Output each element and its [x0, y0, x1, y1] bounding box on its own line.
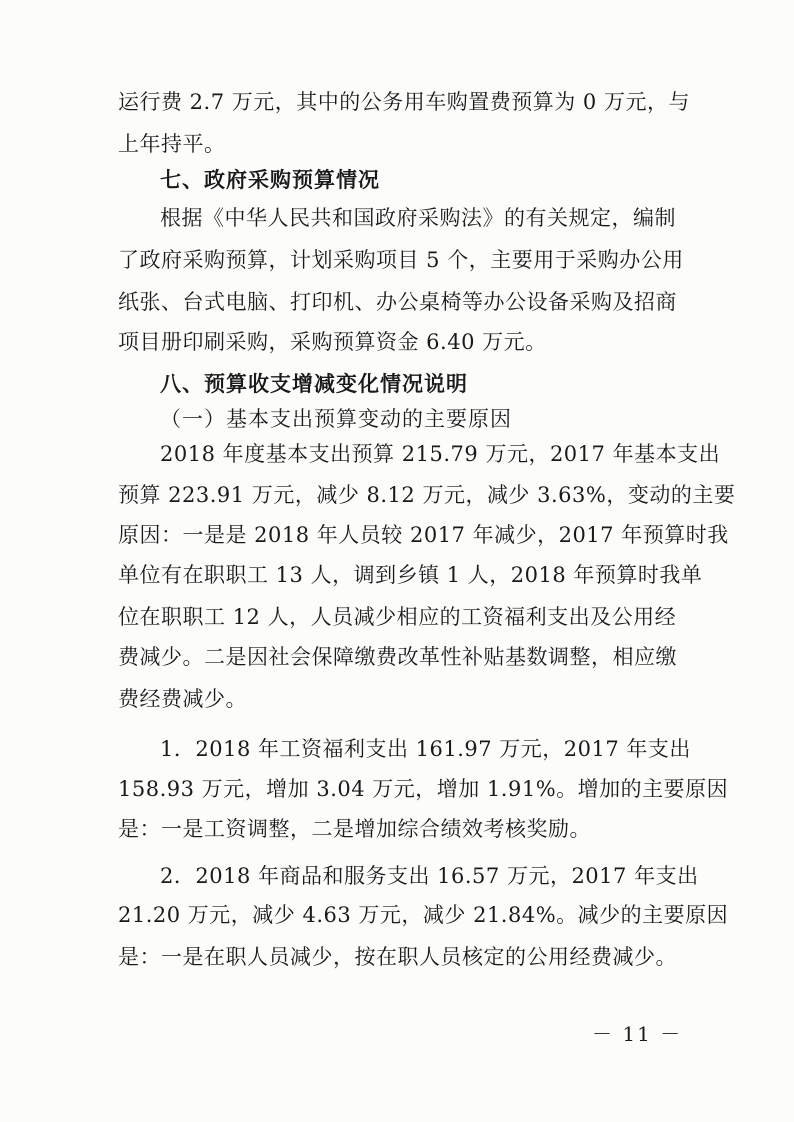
paragraph-line: 上年持平。 [118, 132, 226, 156]
paragraph-line: 原因：一是是 2018 年人员较 2017 年减少，2017 年预算时我 [118, 523, 729, 547]
paragraph-line: 21.20 万元，减少 4.63 万元，减少 21.84%。减少的主要原因 [118, 903, 729, 927]
paragraph-line: 是：一是工资调整，二是增加综合绩效考核奖励。 [118, 817, 591, 841]
paragraph-line: 2018 年度基本支出预算 215.79 万元，2017 年基本支出 [160, 442, 721, 466]
paragraph-line: 是：一是在职人员减少，按在职人员核定的公用经费减少。 [118, 945, 677, 969]
paragraph-line: 单位有在职职工 13 人，调到乡镇 1 人，2018 年预算时我单 [118, 563, 703, 587]
section-heading-7: 七、政府采购预算情况 [160, 168, 380, 192]
list-item-2: 2．2018 年商品和服务支出 16.57 万元，2017 年支出 [160, 864, 699, 888]
subsection-heading: （一）基本支出预算变动的主要原因 [160, 407, 512, 431]
paragraph-line: 了政府采购预算，计划采购项目 5 个，主要用于采购办公用 [118, 248, 684, 272]
paragraph-line: 费经费减少。 [118, 687, 247, 711]
paragraph-line: 预算 223.91 万元，减少 8.12 万元，减少 3.63%，变动的主要 [118, 483, 736, 507]
paragraph-line: 根据《中华人民共和国政府采购法》的有关规定，编制 [160, 206, 676, 230]
paragraph-line: 项目册印刷采购，采购预算资金 6.40 万元。 [118, 330, 547, 354]
paragraph-line: 费减少。二是因社会保障缴费改革性补贴基数调整，相应缴 [118, 645, 677, 669]
list-item-1: 1．2018 年工资福利支出 161.97 万元，2017 年支出 [160, 737, 691, 761]
page-number: － 11 － [592, 1022, 683, 1046]
paragraph-line: 纸张、台式电脑、打印机、办公桌椅等办公设备采购及招商 [118, 290, 677, 314]
section-heading-8: 八、预算收支增减变化情况说明 [160, 372, 468, 396]
paragraph-line: 位在职职工 12 人，人员减少相应的工资福利支出及公用经 [118, 605, 677, 629]
paragraph-line: 运行费 2.7 万元，其中的公务用车购置费预算为 0 万元，与 [118, 90, 690, 114]
paragraph-line: 158.93 万元，增加 3.04 万元，增加 1.91%。增加的主要原因 [118, 777, 729, 801]
